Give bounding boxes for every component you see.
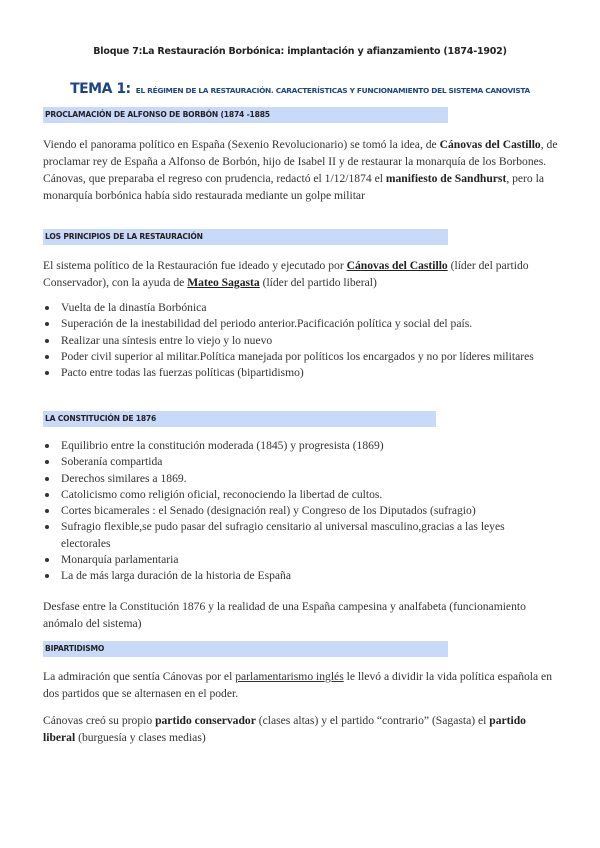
section-heading-proclamacion: PROCLAMACIÓN DE ALFONSO DE BORBÓN (1874 -1885: [43, 107, 448, 123]
constitucion-list: [43, 438, 553, 585]
list-item: Cortes bicamerales : el Senado (designación real) y Congreso de los Diputados (sufragio): [43, 503, 553, 519]
list-item: Monarquía parlamentaria: [43, 552, 553, 568]
list-item: Soberanía compartida: [43, 454, 553, 470]
paragraph-bipartidismo-1: La admiración que sentía Cánovas por el parlamentarismo inglés le llevó a dividir la vida política española en dos partidos que se alternasen en el poder.: [43, 670, 553, 700]
paragraph-proclamacion: Viendo el panorama político en España (Sexenio Revolucionario) se tomó la idea, de Cánovas del Castillo, de proclamar rey de España a Alfonso de Borbón, hijo de Isabel II y de restaurar la monarquía de los Borbones. Cánovas, que preparaba el regreso con prudencia, redactó el 1/12/1874 el manifiesto de Sandhurst, pero la monarquía borbónica había sido restaurada mediante un golpe militar: [43, 138, 558, 202]
theme-title-text: EL RÉGIMEN DE LA RESTAURACIÓN. CARACTERÍSTICAS Y FUNCIONAMIENTO DEL SISTEMA CANOVISTA: [135, 86, 530, 95]
list-item: Superación de la inestabilidad del periodo anterior.Pacificación política y social del país.: [43, 316, 553, 332]
list-item: Derechos similares a 1869.: [43, 471, 553, 487]
list-item: Sufragio flexible,se pudo pasar del sufragio censitario al universal masculino,gracias a las leyes electorales: [43, 519, 553, 552]
section-heading-principios: LOS PRINCIPIOS DE LA RESTAURACIÓN: [43, 229, 448, 245]
list-item: La de más larga duración de la historia de España: [43, 568, 553, 584]
paragraph-bipartidismo-2: Cánovas creó su propio partido conservador (clases altas) y el partido “contrario” (Sagasta) el partido liberal (burguesía y clases medias): [43, 714, 526, 744]
principios-list: [43, 300, 553, 381]
theme-prefix: TEMA 1:: [70, 81, 131, 97]
list-item: Vuelta de la dinastía Borbónica: [43, 300, 553, 316]
section-heading-bipartidismo: BIPARTIDISMO: [43, 641, 448, 657]
section-heading-constitucion: LA CONSTITUCIÓN DE 1876: [43, 411, 436, 427]
paragraph-desfase: Desfase entre la Constitución 1876 y la realidad de una España campesina y analfabeta (funcionamiento anómalo del sistema): [43, 600, 526, 630]
block-title: Bloque 7:La Restauración Borbónica: implantación y afianzamiento (1874-1902): [93, 46, 507, 57]
list-item: Poder civil superior al militar.Política manejada por políticos los encargados y no por líderes militares: [43, 349, 553, 365]
paragraph-principios: El sistema político de la Restauración fue ideado y ejecutado por Cánovas del Castillo (líder del partido Conservador), con la ayuda de Mateo Sagasta (líder del partido liberal): [43, 259, 529, 289]
list-item: Catolicismo como religión oficial, reconociendo la libertad de cultos.: [43, 487, 553, 503]
theme-title: [0, 78, 600, 97]
list-item: Realizar una síntesis entre lo viejo y lo nuevo: [43, 333, 553, 349]
list-item: Equilibrio entre la constitución moderada (1845) y progresista (1869): [43, 438, 553, 454]
list-item: Pacto entre todas las fuerzas políticas (bipartidismo): [43, 365, 553, 381]
